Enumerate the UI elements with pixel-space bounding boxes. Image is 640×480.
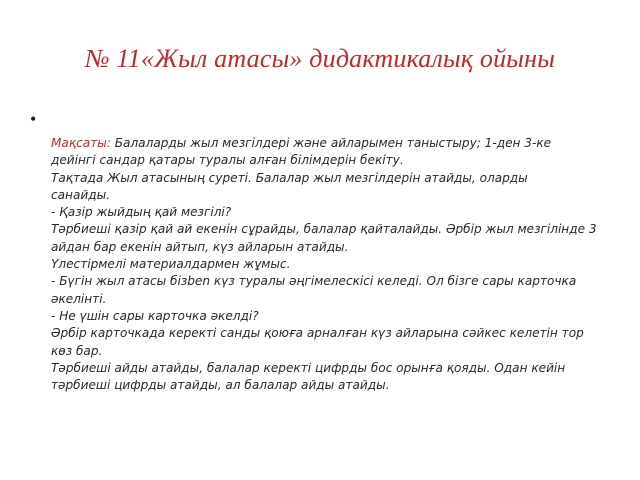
slide-title: № 11«Жыл атасы» дидактикалық ойыны (84, 44, 556, 73)
purpose-label: Мақсаты: (51, 136, 111, 150)
body-line: айдан бар екенін айтып, күз айларын атайды. (51, 239, 349, 254)
purpose-text: Балаларды жыл мезгілдері және айларымен таныстыру; 1-ден 3-ке (110, 136, 552, 150)
body-line: Тәрбиеші айды атайды, балалар керекті цифрды бос орынға қояды. Одан кейін (51, 360, 566, 375)
body-line: көз бар. (51, 343, 103, 358)
slide-body (51, 135, 617, 394)
body-line: - Не үшін сары карточка әкелді? (51, 308, 259, 323)
body-line: дейінгі сандар қатары туралы алған білімдерін бекіту. (51, 153, 404, 168)
body-line: Тақтада Жыл атасының суреті. Балалар жыл мезгілдерін атайды, оларды (51, 170, 528, 185)
body-line: тәрбиеші цифрды атайды, ал балалар айды атайды. (51, 378, 390, 393)
body-line: - Бүгін жыл атасы бізben күз туралы әңгімелескісі келеді. Ол бізге сары карточка (51, 274, 577, 289)
body-line: Әрбір карточкада керекті санды қоюға арналған күз айларына сәйкес келетін тор (51, 326, 584, 341)
body-line: Тәрбиеші қазір қай ай екенін сұрайды, балалар қайталайды. Әрбір жыл мезгілінде 3 (51, 222, 597, 237)
body-line: санайды. (51, 187, 110, 202)
purpose-line (51, 135, 617, 152)
bullet-marker: • (30, 109, 37, 129)
body-line: әкелінті. (51, 291, 107, 306)
body-line: - Қазір жыйдың қай мезгілі? (51, 205, 232, 220)
body-line: Үлестірмелі материалдармен жұмыс. (51, 257, 291, 272)
